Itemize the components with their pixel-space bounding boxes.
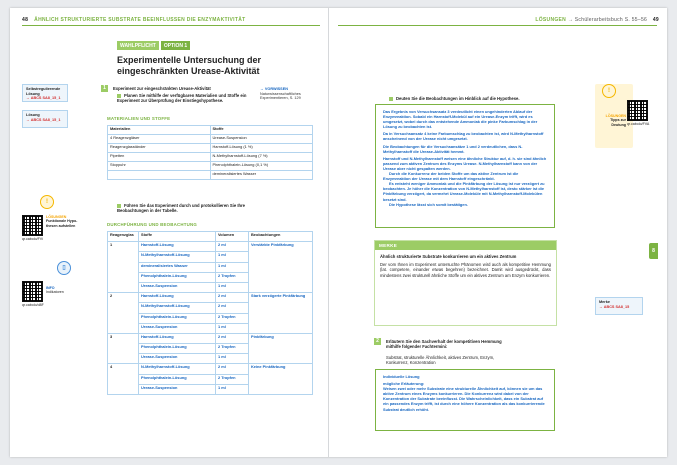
answer-2-box: [375, 369, 555, 431]
chapter-tab[interactable]: 8: [649, 243, 658, 259]
sidebar-box-1-code[interactable]: → ABCS SA8_15_1: [26, 96, 61, 101]
substance-cell: N-Methylharnstoff-Lösung: [139, 364, 216, 374]
volume-cell: 1 ml: [216, 282, 249, 292]
materials-heading: MATERIALIEN UND STOFFE: [107, 116, 171, 121]
header-rule-left: [22, 25, 320, 26]
volume-cell: 2 Tropfen: [216, 272, 249, 282]
prior-knowledge-head: → VORWISSEN: [260, 87, 288, 91]
task-number-1: 1: [101, 85, 108, 92]
volume-col-header: Volumen: [216, 232, 249, 242]
task-c-text: Deuten Sie die Beobachtungen im Hinblick auf die Hypothese.: [396, 96, 520, 101]
procedure-body: [108, 242, 313, 395]
wahlpflicht-label: WAHLPFLICHT: [117, 41, 159, 50]
table-cell: Pipetten: [108, 153, 211, 162]
volume-cell: 2 ml: [216, 333, 249, 343]
substance-cell: N-Methylharnstoff-Lösung: [139, 252, 216, 262]
qr-tips-code: qr.cabolo/FVA: [627, 122, 650, 126]
page-number-left: 48: [22, 17, 29, 23]
substance-cell: Phenolphthalein-Lösung: [139, 374, 216, 384]
sidebar-box-1[interactable]: [22, 84, 68, 102]
substance-cell: Urease-Suspension: [139, 282, 216, 292]
table-cell: 4 Reagenzgläser: [108, 135, 211, 144]
sidebar-box-2-code[interactable]: → ABCS SA8_15_1: [26, 117, 61, 122]
qr-solutions-desc: Funktionale Hypothesen aufstellen: [46, 219, 78, 228]
qr-solutions-caption: [46, 215, 78, 228]
volume-cell: 1 ml: [216, 323, 249, 333]
substance-cell: N-Methylharnstoff-Lösung: [139, 303, 216, 313]
glass-number: 3: [108, 333, 139, 364]
task-b-text: Führen Sie das Experiment durch und protokollieren Sie Ihre Beobachtungen in der Tabelle.: [117, 203, 245, 214]
qr-info-desc: Indikatoren: [46, 290, 64, 295]
qr-tips-caption: [596, 114, 626, 127]
volume-cell: 1 ml: [216, 262, 249, 272]
option-label: OPTION 1: [161, 41, 190, 50]
volume-cell: 2 ml: [216, 364, 249, 374]
volume-cell: 2 Tropfen: [216, 344, 249, 354]
task-1-text: Experiment zur eingeschränkten Urease-Aktivität: [113, 86, 211, 91]
solutions-label: LÖSUNGEN: [535, 17, 567, 23]
workbook-ref: → Schülerarbeitsbuch S. 55–56: [567, 17, 648, 23]
qr-info-code: qr.cabolo/d8F: [22, 303, 44, 307]
sidebar-box-1-title: Selbstregulierende Lösung: [26, 87, 61, 96]
substance-cell: Urease-Suspension: [139, 323, 216, 333]
answer-2-head: Individuelle Lösung: [383, 374, 420, 379]
table-row: [108, 135, 313, 144]
page-number-right: 49: [652, 17, 659, 23]
answer-c-p1: Das Ergebnis von Versuchsansatz 3 verdeutlicht einen ungehinderten Ablauf der Enzymreaktion. Sobald ein Harnstoff-Molekül auf ein Urease-Enzym trifft, wird es umgesetzt, wobei durch das entstehende Ammoniak die pinke Farbumschlag in der Lösung zu beobachten ist.: [383, 109, 538, 130]
table-row: [108, 144, 313, 153]
observation-cell: Keine Pinkfärbung: [249, 364, 313, 395]
table-row: [108, 242, 313, 252]
glass-number: 4: [108, 364, 139, 395]
merke-sidebar-box[interactable]: [595, 297, 643, 315]
table-row: [108, 153, 313, 162]
answer-c-p7: Die Hypothese lässt sich somit bestätigen.: [389, 201, 468, 207]
answer-2-text: Weisen zwei oder mehr Substrate eine strukturelle Ähnlichkeit auf, können sie um das aktive Zentrum eines Enzyms konkurrieren. Die Konkurrenz wird dabei von der Konzentration der Substrate beeinflusst. Die Wahrscheinlichkeit, dass ein Substrat auf ein passendes Enzym trifft, ist durch eine höhere Konzentration als das konkurrierende Substrat deutlich erhöht.: [383, 386, 545, 412]
header-right: [535, 17, 659, 23]
observation-cell: Stark verzögerte Pinkfärbung: [249, 293, 313, 334]
merke-box: [374, 240, 557, 326]
task-b: [117, 203, 267, 213]
lightbulb-icon: !: [40, 195, 54, 209]
volume-cell: 1 ml: [216, 252, 249, 262]
task-c-marker: [389, 97, 393, 101]
glass-col-header: Reagenzglas: [108, 232, 139, 242]
prior-knowledge-note: [260, 87, 322, 101]
answer-c-p3: Die Beobachtungen für die Versuchsansätze 1 und 2 verdeutlichen, dass N-Methylharnstoff die Urease-Aktivität hemmt.: [383, 143, 523, 154]
merke-heading: MERKE: [375, 241, 556, 250]
substances-col-header: Stoffe: [210, 126, 313, 135]
observation-col-header: Beobachtungen: [249, 232, 313, 242]
qr-solutions-code: qr.cabolo/FVi: [22, 237, 43, 241]
chapter-title: ÄHNLICH STRUKTURIERTE SUBSTRATE BEEINFLUSSEN DIE ENZYMAKTIVITÄT: [34, 17, 246, 23]
volume-cell: 2 Tropfen: [216, 313, 249, 323]
phone-icon: ▯: [57, 261, 71, 275]
page-gutter: [328, 8, 329, 457]
observation-cell: Verstärkte Pinkfärbung: [249, 242, 313, 293]
procedure-heading: DURCHFÜHRUNG UND BEOBACHTUNG: [107, 222, 197, 227]
table-cell: Harnstoff-Lösung (1 %): [210, 144, 313, 153]
substance-cell: Harnstoff-Lösung: [139, 293, 216, 303]
answer-c-p2: Da in Versuchsansatz 4 keine Farbumschlag zu beobachten ist, wird N-Methylharnstoff anscheinend von der Urease nicht umgesetzt.: [383, 131, 544, 142]
substance-cell: demineralisiertes Wasser: [139, 262, 216, 272]
qr-solutions-title: LÖSUNGEN: [46, 215, 67, 219]
task-2-text: Erläutern Sie den Sachverhalt der kompetitiven Hemmung mithilfe folgender Fachtermini:: [386, 339, 502, 350]
table-cell: Urease-Suspension: [210, 135, 313, 144]
procedure-header-row: [108, 232, 313, 242]
task-a: [117, 93, 257, 103]
observation-cell: Pinkfärbung: [249, 333, 313, 364]
option-tag: [117, 41, 190, 50]
qr-code-info[interactable]: [22, 281, 43, 302]
table-row: [108, 364, 313, 374]
prior-knowledge-text: Naturwissenschaftliches Experimentieren, S. 129: [260, 91, 301, 101]
header-left: [22, 17, 245, 23]
header-rule-right: [338, 25, 657, 26]
answer-c-box: [375, 104, 555, 228]
task-a-text: Planen Sie mithilfe der verfügbaren Materialien und Stoffe ein Experiment zur Überprüfung der Einstiegshypothese.: [117, 93, 247, 104]
volume-cell: 2 Tropfen: [216, 374, 249, 384]
lightbulb-icon: !: [602, 84, 616, 98]
volume-cell: 2 ml: [216, 293, 249, 303]
qr-code-tips[interactable]: [627, 100, 648, 121]
qr-code-solutions[interactable]: [22, 215, 43, 236]
procedure-table: [107, 231, 313, 395]
substance-cell: Urease-Suspension: [139, 384, 216, 394]
table-cell: demineralisiertes Wasser: [210, 171, 313, 180]
table-row: [108, 162, 313, 171]
answer-c-p4: Harnstoff und N-Methylharnstoff weisen eine ähnliche Struktur auf, d. h. sie sind ähnlich passend zum aktiven Zentrum des Enzyms Urease. N-Methylharnstoff kann von der Urease aber nicht gespalten werden.: [383, 155, 547, 171]
qr-info-caption: [46, 286, 76, 295]
merke-lead: Ähnlich strukturierte Substrate konkurrieren um ein aktives Zentrum: [380, 254, 517, 259]
task-number-2: 2: [374, 338, 381, 345]
answer-2-sub: mögliche Erläuterung:: [383, 381, 425, 387]
table-cell: Reagenzglasständer: [108, 144, 211, 153]
sidebar-box-2[interactable]: [22, 110, 68, 128]
table-cell: N-Methylharnstoff-Lösung (7 %): [210, 153, 313, 162]
table-row: [108, 171, 313, 180]
glass-number: 1: [108, 242, 139, 293]
materials-header-row: [108, 126, 313, 135]
merke-sidebar-code[interactable]: → ABCS SA8_15: [599, 304, 630, 309]
merke-text: Der vom Ihnen im Experiment untersuchte Phänomen wird auch als kompetitive Hemmung (lat. competere, einander etwas begehren) bezeichnet. Damit wird ausgedrückt, dass mindestens zwei strukturell ähnliche Stoffe um ein aktives Zentrum am Enzym konkurrieren.: [380, 262, 551, 278]
substance-col-header: Stoffe: [139, 232, 216, 242]
glass-number: 2: [108, 293, 139, 334]
substance-cell: Phenolphthalein-Lösung: [139, 272, 216, 282]
materials-col-header: Materialien: [108, 126, 211, 135]
table-row: [108, 293, 313, 303]
table-row: [108, 333, 313, 343]
answer-c-p6: Es entsteht weniger Ammoniak und die Pinkfärbung der Lösung ist nur verzögert zu beobachten. Je höher die Konzentration von N-Methylharnstoff ist, desto stärker ist die Pinkfärbung verzögert, da vermehrt Urease-Moleküle mit N-Methylharnstoff-Molekülen besetzt sind.: [383, 181, 545, 202]
task-c: [389, 96, 520, 101]
substance-cell: Phenolphthalein-Lösung: [139, 313, 216, 323]
qr-tips-desc: Tipps zur Deutung: [610, 118, 626, 127]
task-2-terms: Substrat, strukturelle Ähnlichkeit, aktives Zentrum, Enzym, Konkurrenz, Konzentration: [386, 355, 495, 366]
volume-cell: 1 ml: [216, 384, 249, 394]
answer-c-p5: Durch die Konkurrenz der beiden Stoffe um das aktive Zentrum ist die Enzymreaktion der Urease mit dem Harnstoff eingeschränkt.: [383, 171, 519, 182]
sidebar-box-2-title: Lösung: [26, 113, 40, 117]
substance-cell: Harnstoff-Lösung: [139, 333, 216, 343]
table-cell: Phenolphthalein-Lösung (0,1 %): [210, 162, 313, 171]
table-cell: Stoppuhr: [108, 162, 211, 171]
merke-sidebar-title: Merke: [599, 300, 610, 304]
qr-info-title: INFO: [46, 286, 55, 290]
materials-table: [107, 125, 313, 180]
page-title: Experimentelle Untersuchung der eingeschränkten Urease-Aktivität: [117, 55, 262, 76]
substance-cell: Phenolphthalein-Lösung: [139, 344, 216, 354]
substance-cell: Urease-Suspension: [139, 354, 216, 364]
volume-cell: 2 ml: [216, 242, 249, 252]
volume-cell: 2 ml: [216, 303, 249, 313]
qr-tips-title: LÖSUNGEN: [605, 114, 626, 118]
table-cell: [108, 171, 211, 180]
substance-cell: Harnstoff-Lösung: [139, 242, 216, 252]
volume-cell: 1 ml: [216, 354, 249, 364]
